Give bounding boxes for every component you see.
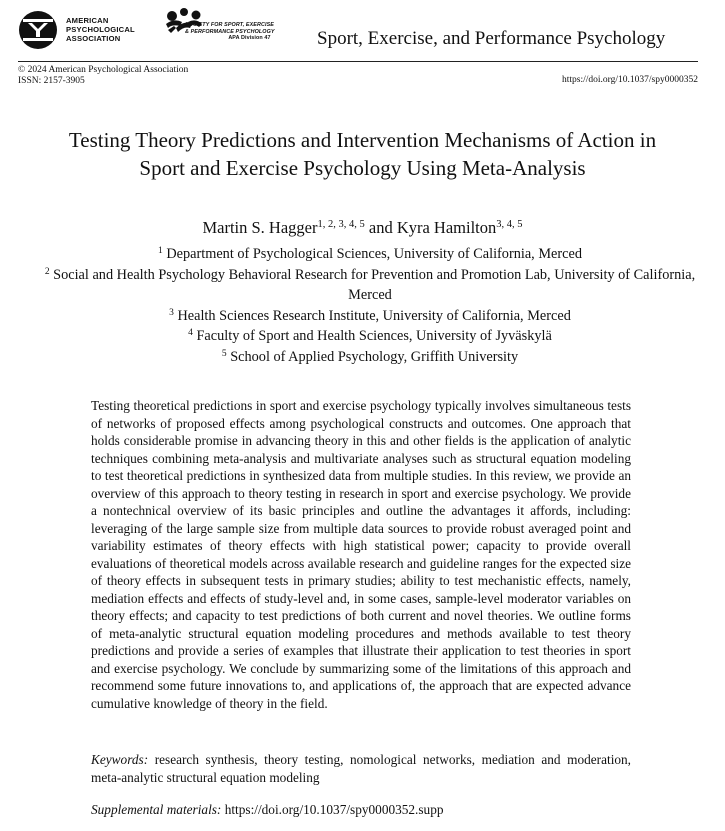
affiliation-text: Faculty of Sport and Health Sciences, University of Jyväskylä [196, 328, 552, 344]
affiliation [40, 326, 700, 347]
supplemental-link[interactable]: https://doi.org/10.1037/spy0000352.supp [224, 802, 444, 817]
author-list [0, 218, 725, 238]
affiliation-number: 4 [188, 328, 193, 338]
society-line: & PERFORMANCE PSYCHOLOGY [185, 28, 275, 35]
affiliation-text: Health Sciences Research Institute, University of California, Merced [177, 307, 571, 324]
affiliation-text: School of Applied Psychology, Griffith University [230, 348, 519, 365]
division-label: APA Division 47 [228, 35, 271, 41]
apa-line: AMERICAN [66, 16, 109, 25]
copyright-notice: © 2024 American Psychological Association [18, 65, 189, 75]
affiliation-text: Social and Health Psychology Behavioral Research for Prevention and Promotion Lab, University of California, Merced [53, 266, 696, 303]
affiliation-number: 3 [169, 307, 174, 318]
affiliation [40, 244, 700, 265]
journal-header [0, 0, 725, 64]
affiliation-number: 1 [157, 246, 163, 256]
affiliation [40, 265, 700, 306]
affiliation [40, 306, 700, 327]
affiliation [40, 347, 700, 368]
supplemental-label: Supplemental materials: [91, 802, 222, 817]
journal-title: Sport, Exercise, and Performance Psychology [317, 28, 666, 49]
keywords-label: Keywords: [91, 752, 149, 767]
author-joiner: and [368, 218, 393, 237]
article-title [10, 126, 715, 182]
title-line: Sport and Exercise Psychology Using Meta-Analysis [139, 156, 586, 180]
affiliation-number: 5 [221, 348, 227, 359]
affiliation-text: Department of Psychological Sciences, University of California, Merced [166, 246, 582, 262]
affiliation-list [40, 244, 700, 367]
affiliation-number: 2 [44, 266, 50, 277]
abstract: Testing theoretical predictions in sport and exercise psychology typically involves simultaneous tests of networks of proposed effects among psychological constructs and outcomes. One approach that holds considerable promise in advancing theory in this and other fields is the application of analytic techniques combining meta-analysis and multivariate analyses such as structural equation modeling to test theoretical predictions in synthesized data from multiple studies. In this review, we provide an overview of this approach to theory testing in research in sport and exercise psychology. We provide a nontechnical overview of its basic principles and outline the advantages it affords, including: leveraging of the large sample size from multiple data sources to provide robust averaged point and variability estimates of theory effects with high statistical power; capacity to provide overall evaluations of theoretical models across available research and guideline ranges for the expected size of theory effects in subsequent tests in primary studies; ability to test mechanistic effects, namely, mediation effects and effects of study-level and, in some cases, sample-level moderator variables on theory effects; and capacity to test predictions of both current and novel theories. We outline forms of meta-analytic structural equation modeling procedures and methods available to test theory predictions and provide a series of examples that illustrate their application to test theories in sport and exercise psychology. We conclude by summarizing some of the limitations of this approach and recommend some future innovations to, and applications of, the approach that are expected advance cumulative knowledge of theory in the field. [91, 398, 631, 711]
division-47-wordmark [185, 22, 275, 42]
issn: ISSN: 2157-3905 [18, 75, 85, 86]
author-name: Martin S. Hagger [202, 218, 318, 237]
supplemental-materials [91, 801, 631, 819]
author-affiliation-marks: 3, 4, 5 [496, 219, 523, 230]
header-divider [18, 61, 698, 62]
keywords [91, 751, 631, 786]
title-line: Testing Theory Predictions and Intervention Mechanisms of Action in [68, 128, 657, 152]
author-affiliation-marks: 1, 2, 3, 4, 5 [317, 219, 365, 230]
apa-line: ASSOCIATION [66, 34, 121, 43]
author-name: Kyra Hamilton [396, 218, 497, 237]
keywords-text: research synthesis, theory testing, nomological networks, mediation and moderation, meta-analytic structural equation modeling [91, 752, 632, 785]
apa-line: PSYCHOLOGICAL [66, 25, 135, 34]
apa-logo [18, 10, 58, 50]
copyright-block [18, 65, 188, 86]
doi-link[interactable]: https://doi.org/10.1037/spy0000352 [561, 75, 698, 85]
apa-wordmark [66, 16, 135, 43]
society-line: SOCIETY FOR SPORT, EXERCISE [185, 22, 274, 28]
